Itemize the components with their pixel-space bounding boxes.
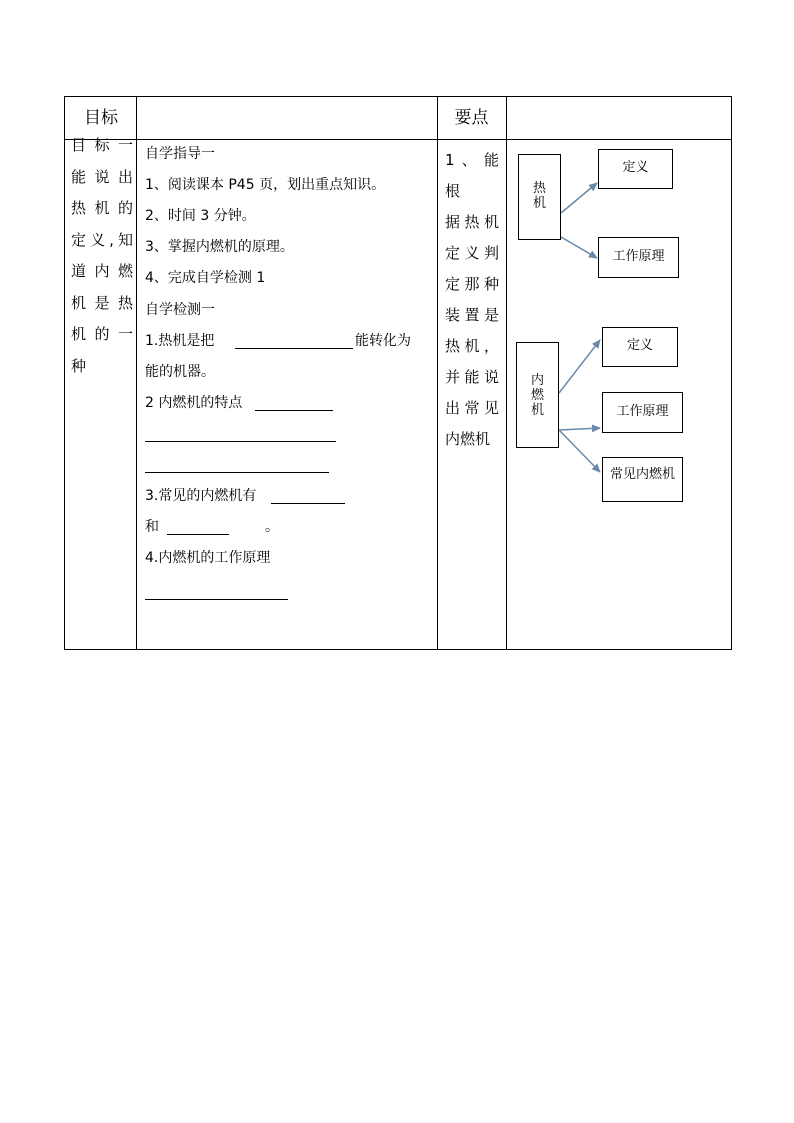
keypoint-line: 定义判 [445, 244, 499, 262]
ice-definition-box: 定义 [602, 327, 678, 367]
guide-step: 3、掌握内燃机的原理。 [145, 239, 294, 255]
guide-step: 2、时间 3 分钟。 [145, 208, 256, 224]
arrow [559, 430, 600, 472]
ice-common-types-box: 常见内燃机 [602, 457, 683, 502]
keypoint-line: 1、能根 [445, 151, 499, 200]
heat-engine-char: 机 [532, 196, 546, 211]
guide-title: 自学指导一 [145, 146, 215, 162]
question-1-prefix: 1.热机是把 [145, 333, 215, 349]
keypoint-line: 并能说 [445, 368, 499, 386]
question-4: 4.内燃机的工作原理 [145, 550, 271, 566]
keypoint-line: 内燃机 [445, 430, 491, 448]
ice-principle-box: 工作原理 [602, 392, 683, 433]
question-3-and: 和 [145, 519, 159, 535]
goal-line: 目标一 [71, 136, 133, 154]
goal-line: 能说出 [71, 167, 133, 186]
heat-engine-definition-box: 定义 [598, 149, 673, 189]
heat-engine-char: 热 [532, 181, 546, 196]
check-title: 自学检测一 [145, 302, 215, 318]
heat-engine-principle-box: 工作原理 [598, 237, 679, 278]
arrow [561, 183, 597, 213]
question-1-suffix: 能转化为 [355, 333, 411, 349]
internal-combustion-engine-box [516, 342, 559, 448]
arrow [559, 428, 600, 430]
header-keypoint: 要点 [454, 108, 489, 128]
goal-line: 种 [71, 356, 87, 375]
goal-line: 热机的 [71, 199, 133, 217]
keypoint-line: 出常见 [445, 399, 499, 417]
heat-engine-box [518, 154, 561, 240]
header-goal: 目标 [84, 108, 118, 128]
keypoint-line: 热机， [445, 337, 499, 355]
ice-char: 燃 [530, 388, 544, 403]
question-3: 3.常见的内燃机有 [145, 488, 257, 504]
arrow [559, 340, 600, 393]
goal-line: 道内燃 [71, 262, 133, 280]
question-2: 2 内燃机的特点 [145, 395, 243, 411]
ice-char: 内 [530, 373, 544, 388]
question-1-line2: 能的机器。 [145, 364, 215, 380]
guide-step: 4、完成自学检测 1 [145, 270, 266, 286]
goal-line: 定义,知 [71, 230, 133, 249]
keypoint-line: 定那种 [445, 275, 499, 293]
arrow [561, 237, 597, 258]
goal-line: 机是热 [71, 293, 133, 312]
keypoint-line: 装置是 [445, 306, 499, 324]
goal-line: 机的一 [71, 325, 133, 343]
ice-char: 机 [530, 403, 544, 418]
guide-step: 1、阅读课本 P45 页，划出重点知识。 [145, 177, 386, 193]
keypoint-line: 据热机 [445, 213, 499, 231]
question-3-end: 。 [265, 519, 279, 535]
